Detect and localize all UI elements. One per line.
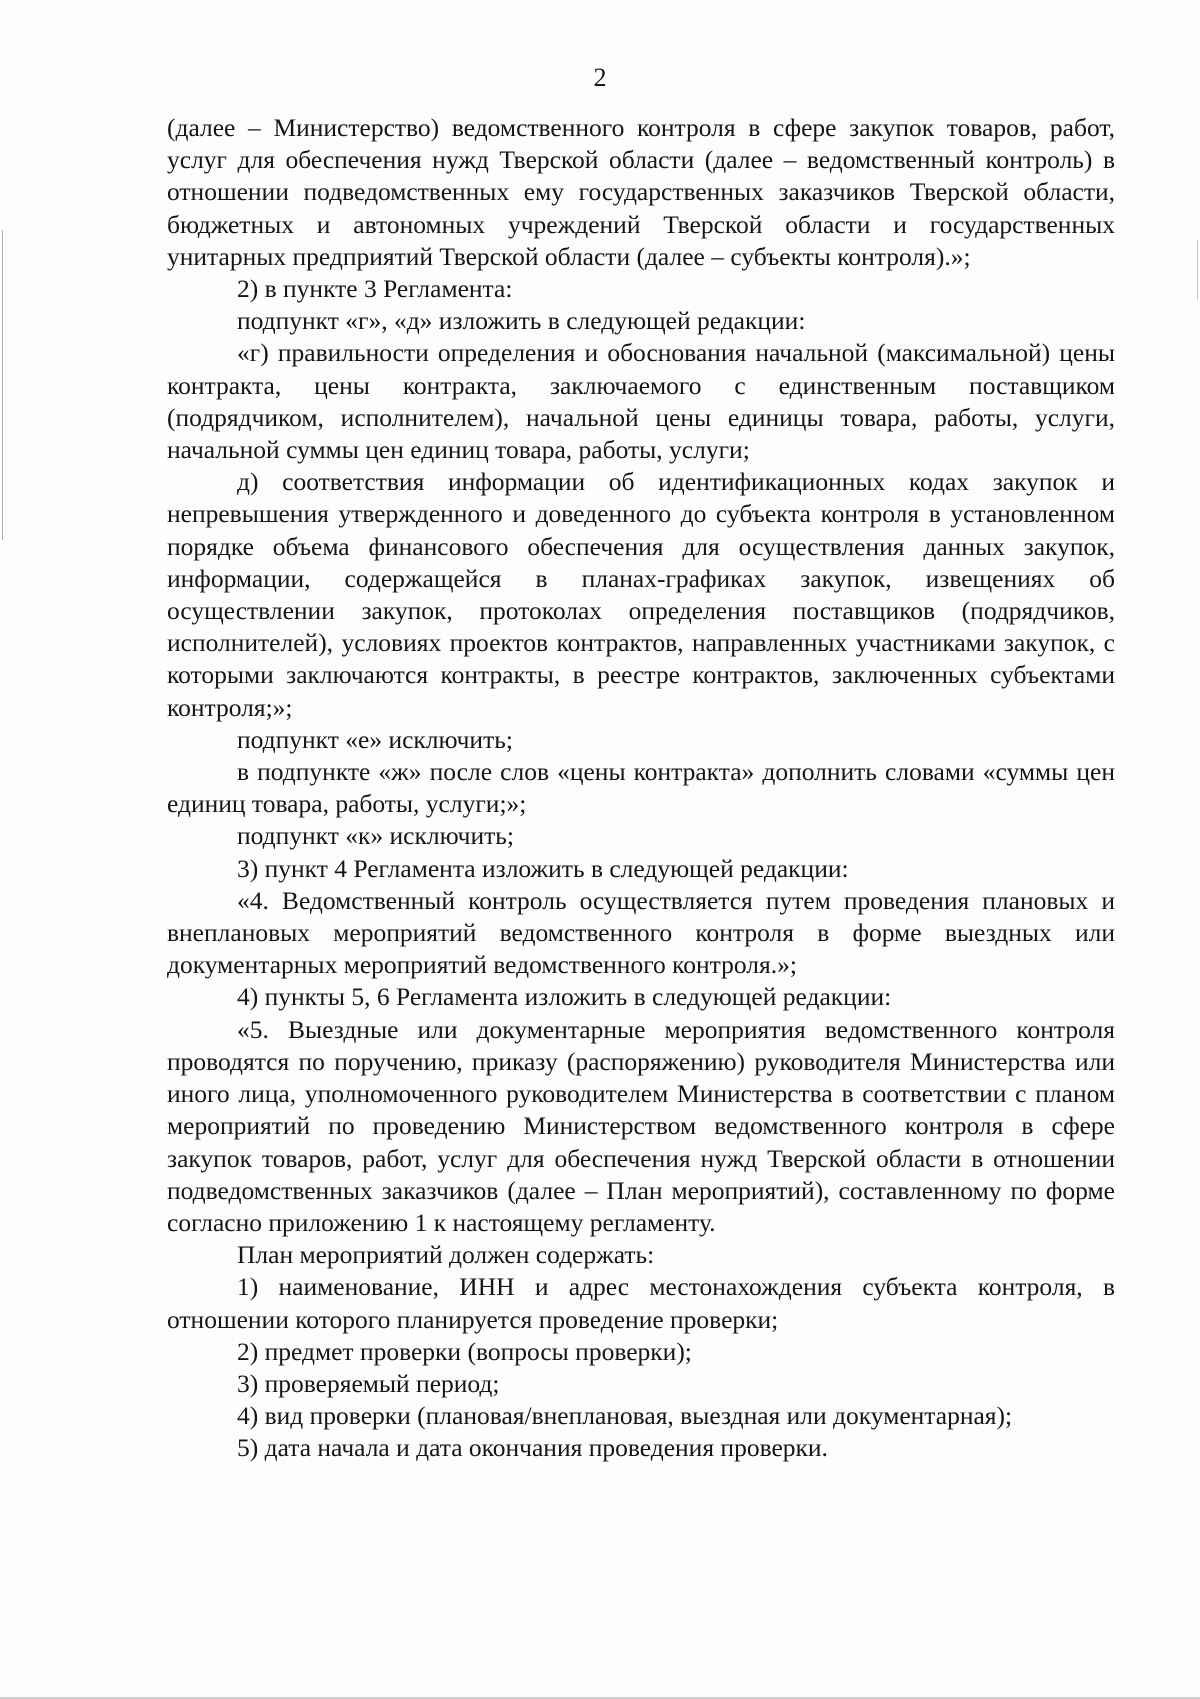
- paragraph-12: «5. Выездные или документарные мероприятия ведомственного контроля проводятся по поручению, приказу (распоряжению) руководителя Министерства или иного лица, уполномоченного руководителем Министерства в соответствии с планом мероприятий по проведению Министерством ведомственного контроля в сфере закупок товаров, работ, услуг для обеспечения нужд Тверской области в отношении подведомственных заказчиков (далее – План мероприятий), составленному по форме согласно приложению 1 к настоящему регламенту.: [167, 1014, 1115, 1237]
- paragraph-3: подпункт «г», «д» изложить в следующей редакции:: [237, 306, 806, 336]
- paragraph-8: подпункт «к» исключить;: [237, 821, 515, 851]
- paragraph-11: 4) пункты 5, 6 Регламента изложить в следующей редакции:: [237, 982, 892, 1012]
- paragraph-14: 1) наименование, ИНН и адрес местонахождения субъекта контроля, в отношении которого планируется проведение проверки;: [167, 1272, 1115, 1334]
- scan-edge-left: [2, 230, 3, 540]
- paragraph-18: 5) дата начала и дата окончания проведения проверки.: [237, 1433, 828, 1463]
- paragraph-5: д) соответствия информации об идентификационных кодах закупок и непревышения утвержденного и доведенного до субъекта контроля в установленном порядке объема финансового обеспечения для осуществления данных закупок, информации, содержащейся в планах-графиках закупок, извещениях об осуществлении закупок, протоколах определения поставщиков (подрядчиков, исполнителей), условиях проектов контрактов, направленных участниками закупок, с которыми заключаются контракты, в реестре контрактов, заключенных субъектами контроля;»;: [167, 467, 1115, 722]
- paragraph-17: 4) вид проверки (плановая/внеплановая, выездная или документарная);: [237, 1401, 1013, 1431]
- paragraph-16: 3) проверяемый период;: [237, 1368, 500, 1398]
- paragraph-15: 2) предмет проверки (вопросы проверки);: [237, 1336, 692, 1366]
- paragraph-13: План мероприятий должен содержать:: [237, 1240, 655, 1270]
- scan-edge-right: [1197, 240, 1198, 300]
- paragraph-7: в подпункте «ж» после слов «цены контракта» дополнить словами «суммы цен единиц товара, работы, услуги;»;: [167, 757, 1115, 819]
- paragraph-10: «4. Ведомственный контроль осуществляется путем проведения плановых и внеплановых мероприятий ведомственного контроля в форме выездных или документарных мероприятий ведомственного контроля.»;: [167, 885, 1115, 980]
- paragraph-6: подпункт «е» исключить;: [237, 724, 513, 754]
- paragraph-9: 3) пункт 4 Регламента изложить в следующей редакции:: [237, 853, 849, 883]
- paragraph-4: «г) правильности определения и обоснования начальной (максимальной) цены контракта, цены контракта, заключаемого с единственным поставщиком (подрядчиком, исполнителем), начальной цены единицы товара, работы, услуги, начальной суммы цен единиц товара, работы, услуги;: [167, 338, 1115, 465]
- paragraph-1: (далее – Министерство) ведомственного контроля в сфере закупок товаров, работ, услуг для обеспечения нужд Тверской области (далее – ведомственный контроль) в отношении подведомственных ему государственных заказчиков Тверской области, бюджетных и автономных учреждений Тверской области и государственных унитарных предприятий Тверской области (далее – субъекты контроля).»;: [167, 113, 1115, 271]
- paragraph-2: 2) в пункте 3 Регламента:: [237, 274, 513, 304]
- page-number: 2: [593, 63, 607, 92]
- document-body: [167, 112, 1115, 1465]
